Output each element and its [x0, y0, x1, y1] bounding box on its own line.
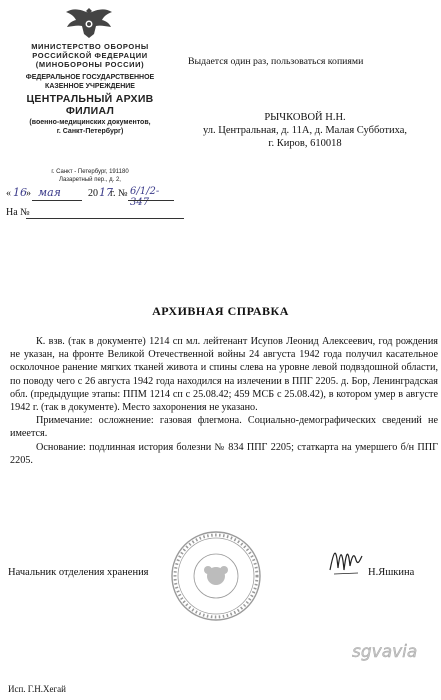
- date-year-prefix: 20: [88, 188, 98, 199]
- medical-line-1: (военно-медицинских документов,: [29, 119, 151, 126]
- double-headed-eagle-emblem: [62, 4, 116, 42]
- document-body: [10, 335, 438, 467]
- ministry-line-2: РОССИЙСКОЙ ФЕДЕРАЦИИ: [32, 51, 148, 60]
- date-day: 16: [13, 186, 27, 199]
- date-year: 17: [99, 186, 113, 199]
- body-paragraph-note: Примечание: осложнение: газовая флегмона. Социально-демографических сведений не имеется.: [10, 415, 438, 440]
- medical-line-2: г. Санкт-Петербург): [56, 128, 124, 135]
- recipient-address-line-2: г. Киров, 610018: [268, 138, 342, 149]
- ref-line: [6, 207, 184, 221]
- institution-header: [6, 73, 174, 91]
- recipient-address-line-1: ул. Центральная, д. 11А, д. Малая Субботиха,: [202, 125, 408, 136]
- document-title: АРХИВНАЯ СПРАВКА: [152, 304, 289, 318]
- institution-line-1: ФЕДЕРАЛЬНОЕ ГОСУДАРСТВЕННОЕ: [25, 74, 155, 81]
- address-line-2: Лазаретный пер., д. 2,: [59, 177, 121, 183]
- archive-line-1: ЦЕНТРАЛЬНЫЙ АРХИВ: [26, 93, 154, 105]
- handwritten-signature: [326, 540, 366, 580]
- sgvavia-watermark: [350, 640, 440, 662]
- archive-line-2: ФИЛИАЛ: [65, 105, 115, 117]
- body-paragraph-basis: Основание: подлинная история болезни № 834 ППГ 2205; статкарта на умершего б/н ППГ 2205.: [10, 441, 438, 466]
- ref-underline: [26, 218, 184, 219]
- date-line: [6, 186, 174, 208]
- address-line-1: г. Санкт - Петербург, 191180: [51, 169, 129, 175]
- signatory-name: Н.Яшкина: [368, 567, 415, 578]
- copy-notice: Выдается один раз, пользоваться копиями: [188, 56, 364, 67]
- ministry-line-3: (МИНОБОРОНЫ РОССИИ): [35, 60, 145, 69]
- date-quote-open: «: [6, 188, 11, 199]
- date-number: 6/1/2-347: [130, 186, 160, 208]
- date-number-label: г. №: [110, 188, 128, 199]
- watermark-text: sgvavia: [352, 642, 418, 662]
- archive-header: [6, 93, 174, 117]
- signatory-position: Начальник отделения хранения: [8, 567, 149, 578]
- ministry-header: [6, 42, 174, 69]
- archive-address: [6, 168, 174, 184]
- date-number-underline: [128, 200, 174, 201]
- institution-line-2: КАЗЕННОЕ УЧРЕЖДЕНИЕ: [45, 83, 135, 90]
- recipient-name: РЫЧКОВОЙ Н.Н.: [264, 112, 346, 123]
- date-month: мая: [38, 186, 61, 199]
- executor-note: Исп. Г.Н.Хегай: [8, 684, 66, 694]
- body-paragraph-main: К. взв. (так в документе) 1214 сп мл. лейтенант Исупов Леонид Алексеевич, год рождения не указан, на фронте Великой Отечественной войны 24 августа 1942 года получил касательное осколочное ранение мягких тканей живота и спины слева на уровне левой подвздошной области, по поводу чего с 26 августа 1942 года находился на излечении в ППГ 2205. д. Бор, Ленинградская обл. (предыдущие этапы: ППМ 1214 сп с 25.08.42; 459 МСБ с 25.08.42), в котором умер в августе 1942 г. (так в документе). Место захоронения не указано.: [10, 336, 438, 414]
- ministry-line-1: МИНИСТЕРСТВО ОБОРОНЫ: [31, 42, 149, 51]
- ref-label: На №: [6, 207, 30, 218]
- recipient-block: [180, 111, 430, 150]
- date-month-underline: [32, 200, 82, 201]
- date-quote-close: »: [26, 188, 31, 199]
- round-seal-stamp: [168, 528, 264, 624]
- medical-branch-header: [6, 118, 174, 136]
